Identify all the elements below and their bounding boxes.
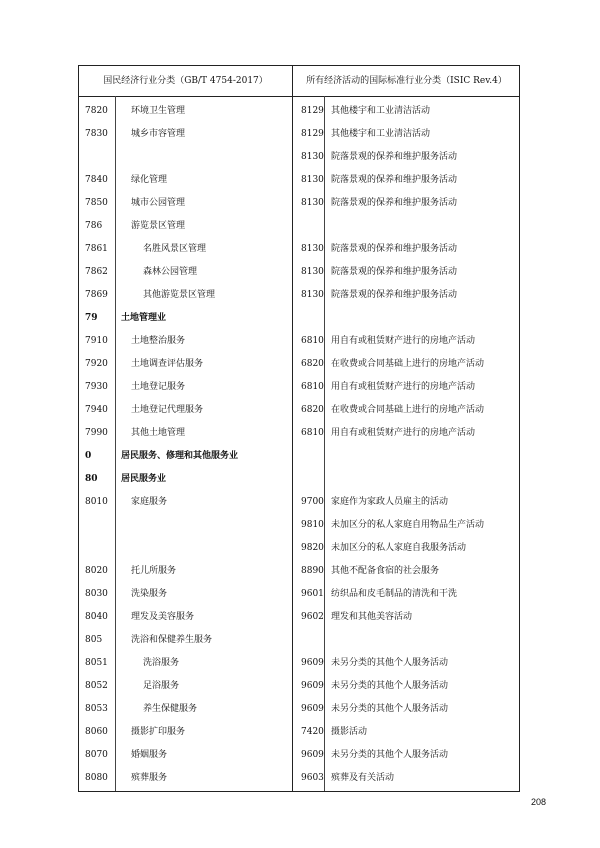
gbt-code: 8053 — [85, 704, 108, 714]
isic-name: 家庭作为家政人员雇主的活动 — [331, 497, 449, 507]
gbt-name: 森林公园管理 — [143, 267, 198, 277]
isic-code: 9609 — [301, 658, 324, 668]
table-row — [79, 307, 519, 330]
isic-code: 6810 — [301, 336, 324, 346]
table-row — [79, 583, 519, 606]
gbt-code: 8030 — [85, 589, 108, 599]
isic-name: 在收费或合同基础上进行的房地产活动 — [331, 359, 485, 369]
table-row — [79, 468, 519, 491]
isic-code: 8130 — [301, 175, 324, 185]
gbt-name: 托儿所服务 — [131, 566, 177, 576]
table-row — [79, 330, 519, 353]
table-row — [79, 744, 519, 767]
isic-name: 其他楼宇和工业清洁活动 — [331, 129, 431, 139]
isic-code: 8129 — [301, 106, 324, 116]
gbt-name: 其他游览景区管理 — [143, 290, 216, 300]
gbt-name: 城乡市容管理 — [131, 129, 186, 139]
table-row — [79, 169, 519, 192]
table-row — [79, 514, 519, 537]
isic-code: 8130 — [301, 267, 324, 277]
gbt-name: 居民服务、修理和其他服务业 — [121, 451, 239, 461]
gbt-code: 7910 — [85, 336, 108, 346]
gbt-name: 婚姻服务 — [131, 750, 168, 760]
gbt-code: 7862 — [85, 267, 108, 277]
table-row — [79, 560, 519, 583]
table-row — [79, 767, 519, 790]
gbt-code: 786 — [85, 221, 103, 231]
gbt-name: 名胜风景区管理 — [143, 244, 207, 254]
gbt-name: 理发及美容服务 — [131, 612, 195, 622]
gbt-code: 7820 — [85, 106, 108, 116]
gbt-name: 土地管理业 — [121, 313, 167, 323]
isic-code: 8130 — [301, 290, 324, 300]
gbt-code: 7930 — [85, 382, 108, 392]
isic-code: 8130 — [301, 198, 324, 208]
isic-code: 9609 — [301, 704, 324, 714]
gbt-code: 7861 — [85, 244, 108, 254]
gbt-code: 8020 — [85, 566, 108, 576]
isic-code: 9810 — [301, 520, 324, 530]
table-row — [79, 652, 519, 675]
table-row — [79, 422, 519, 445]
gbt-name: 土地登记服务 — [131, 382, 186, 392]
isic-code: 6810 — [301, 382, 324, 392]
isic-code: 9601 — [301, 589, 324, 599]
gbt-code: 8052 — [85, 681, 108, 691]
gbt-code: 8080 — [85, 773, 108, 783]
isic-name: 未加区分的私人家庭自用物品生产活动 — [331, 520, 485, 530]
table-row — [79, 284, 519, 307]
isic-name: 殡葬及有关活动 — [331, 773, 395, 783]
gbt-code: 7869 — [85, 290, 108, 300]
gbt-code: 7990 — [85, 428, 108, 438]
gbt-name: 绿化管理 — [131, 175, 168, 185]
isic-code: 6820 — [301, 359, 324, 369]
gbt-name: 洗染服务 — [131, 589, 168, 599]
table-row — [79, 721, 519, 744]
isic-name: 院落景观的保养和维护服务活动 — [331, 198, 458, 208]
isic-name: 未另分类的其他个人服务活动 — [331, 681, 449, 691]
table-row — [79, 123, 519, 146]
isic-name: 其他楼宇和工业清洁活动 — [331, 106, 431, 116]
gbt-code: 0 — [85, 451, 92, 461]
isic-code: 8130 — [301, 152, 324, 162]
isic-code: 8890 — [301, 566, 324, 576]
gbt-name: 洗浴服务 — [143, 658, 180, 668]
gbt-name: 其他土地管理 — [131, 428, 186, 438]
gbt-name: 土地调查评估服务 — [131, 359, 204, 369]
table-row — [79, 491, 519, 514]
isic-code: 8129 — [301, 129, 324, 139]
table-row — [79, 192, 519, 215]
isic-name: 未另分类的其他个人服务活动 — [331, 704, 449, 714]
table-row — [79, 606, 519, 629]
table-row — [79, 100, 519, 123]
isic-code: 7420 — [301, 727, 324, 737]
isic-name: 摄影活动 — [331, 727, 368, 737]
header-divider — [79, 96, 519, 97]
gbt-name: 土地登记代理服务 — [131, 405, 204, 415]
isic-name: 院落景观的保养和维护服务活动 — [331, 290, 458, 300]
isic-name: 未加区分的私人家庭自我服务活动 — [331, 543, 467, 553]
gbt-name: 居民服务业 — [121, 474, 167, 484]
gbt-code: 80 — [85, 474, 98, 484]
gbt-code: 7940 — [85, 405, 108, 415]
table-row — [79, 261, 519, 284]
isic-name: 用自有或租赁财产进行的房地产活动 — [331, 382, 476, 392]
gbt-name: 摄影扩印服务 — [131, 727, 186, 737]
isic-code: 9609 — [301, 681, 324, 691]
isic-name: 院落景观的保养和维护服务活动 — [331, 152, 458, 162]
gbt-code: 8070 — [85, 750, 108, 760]
gbt-code: 7830 — [85, 129, 108, 139]
isic-name: 理发和其他美容活动 — [331, 612, 413, 622]
isic-name: 在收费或合同基础上进行的房地产活动 — [331, 405, 485, 415]
gbt-name: 足浴服务 — [143, 681, 180, 691]
isic-name: 院落景观的保养和维护服务活动 — [331, 244, 458, 254]
isic-code: 6810 — [301, 428, 324, 438]
gbt-name: 家庭服务 — [131, 497, 168, 507]
isic-code: 9820 — [301, 543, 324, 553]
page-number: 208 — [530, 797, 546, 807]
gbt-name: 游览景区管理 — [131, 221, 186, 231]
gbt-name: 环境卫生管理 — [131, 106, 186, 116]
isic-name: 用自有或租赁财产进行的房地产活动 — [331, 428, 476, 438]
table-row — [79, 215, 519, 238]
gbt-name: 土地整治服务 — [131, 336, 186, 346]
gbt-name: 殡葬服务 — [131, 773, 168, 783]
table-row — [79, 675, 519, 698]
isic-name: 用自有或租赁财产进行的房地产活动 — [331, 336, 476, 346]
table-row — [79, 353, 519, 376]
isic-name: 未另分类的其他个人服务活动 — [331, 750, 449, 760]
gbt-code: 79 — [85, 313, 98, 323]
header-gbt: 国民经济行业分类（GB/T 4754-2017） — [103, 76, 268, 86]
isic-code: 9603 — [301, 773, 324, 783]
isic-name: 未另分类的其他个人服务活动 — [331, 658, 449, 668]
table-row — [79, 445, 519, 468]
isic-name: 其他不配备食宿的社会服务 — [331, 566, 440, 576]
gbt-name: 城市公园管理 — [131, 198, 186, 208]
table-row — [79, 629, 519, 652]
isic-code: 8130 — [301, 244, 324, 254]
gbt-code: 7850 — [85, 198, 108, 208]
isic-code: 6820 — [301, 405, 324, 415]
isic-code: 9609 — [301, 750, 324, 760]
table-row — [79, 146, 519, 169]
table-row — [79, 537, 519, 560]
table-row — [79, 238, 519, 261]
gbt-code: 8051 — [85, 658, 108, 668]
isic-name: 纺织品和皮毛制品的清洗和干洗 — [331, 589, 458, 599]
gbt-code: 8040 — [85, 612, 108, 622]
gbt-code: 805 — [85, 635, 103, 645]
classification-table — [78, 65, 520, 792]
gbt-name: 养生保健服务 — [143, 704, 198, 714]
isic-code: 9700 — [301, 497, 324, 507]
table-body — [79, 100, 519, 790]
gbt-code: 7920 — [85, 359, 108, 369]
table-row — [79, 698, 519, 721]
table-row — [79, 399, 519, 422]
gbt-name: 洗浴和保健养生服务 — [131, 635, 213, 645]
header-isic: 所有经济活动的国际标准行业分类（ISIC Rev.4） — [306, 76, 507, 86]
gbt-code: 8060 — [85, 727, 108, 737]
isic-name: 院落景观的保养和维护服务活动 — [331, 175, 458, 185]
table-row — [79, 376, 519, 399]
isic-name: 院落景观的保养和维护服务活动 — [331, 267, 458, 277]
gbt-code: 7840 — [85, 175, 108, 185]
gbt-code: 8010 — [85, 497, 108, 507]
isic-code: 9602 — [301, 612, 324, 622]
